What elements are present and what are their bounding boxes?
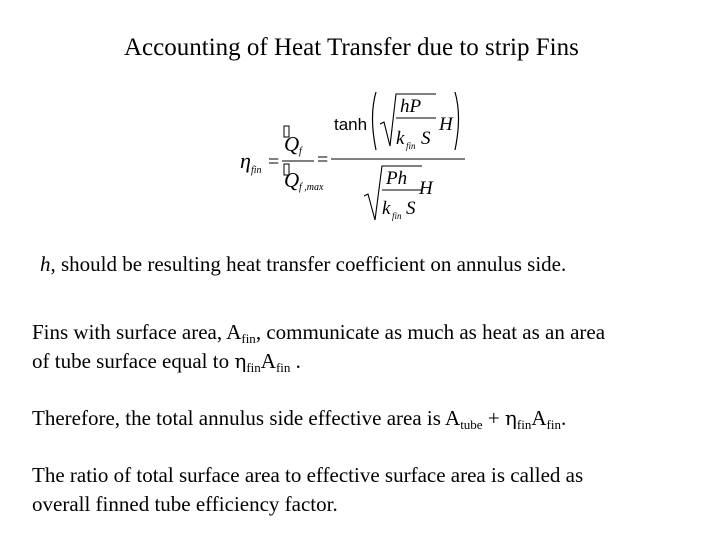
effective-area-end: . bbox=[560, 406, 567, 430]
formula-q-denominator: Q bbox=[284, 168, 300, 192]
eta-sub: fin bbox=[516, 417, 532, 432]
formula-equals-2: = bbox=[317, 149, 329, 171]
formula-k-den: k bbox=[382, 198, 391, 219]
formula-h-den: H bbox=[419, 178, 433, 199]
efficiency-factor-line-2: overall finned tube efficiency factor. bbox=[32, 492, 338, 516]
plus-sign: + bbox=[482, 406, 505, 430]
eta-sub: fin bbox=[246, 360, 261, 375]
formula-k-den-sub: fin bbox=[392, 211, 402, 221]
fin-area-sub: fin bbox=[241, 331, 256, 346]
fin-area-paragraph bbox=[32, 318, 605, 376]
fin-area-text-c: of tube surface equal to bbox=[32, 349, 235, 373]
a-sub: fin bbox=[275, 360, 291, 375]
heat-transfer-coefficient-note bbox=[40, 250, 566, 279]
formula-hp: hP bbox=[400, 96, 422, 117]
formula-h-num: H bbox=[439, 114, 453, 135]
efficiency-factor-line-1: The ratio of total surface area to effective surface area is called as bbox=[32, 463, 584, 487]
formula-s-num: S bbox=[421, 128, 431, 149]
efficiency-factor-paragraph bbox=[32, 461, 583, 519]
fin-area-line-2 bbox=[32, 347, 605, 376]
formula-tanh: tanh bbox=[334, 115, 368, 134]
formula-ph: Ph bbox=[386, 168, 408, 189]
formula-q-numerator-sub: f bbox=[299, 146, 302, 157]
tube-sub: tube bbox=[460, 417, 483, 432]
note-text: , should be resulting heat transfer coefficient on annulus side. bbox=[50, 252, 567, 276]
h-symbol: h bbox=[40, 252, 51, 276]
formula-k-num-sub: fin bbox=[406, 141, 416, 151]
effective-area-paragraph bbox=[32, 404, 566, 433]
fin-area-text-b: , communicate as much as heat as an area bbox=[255, 320, 606, 344]
fin-area-line-1 bbox=[32, 318, 605, 347]
fin-efficiency-formula bbox=[200, 86, 490, 226]
formula-s-den: S bbox=[406, 198, 416, 219]
fin-area-text-a: Fins with surface area, A bbox=[32, 320, 242, 344]
a-symbol: A bbox=[260, 349, 276, 373]
formula-k-num: k bbox=[396, 128, 405, 149]
eta-symbol: η bbox=[234, 349, 247, 373]
a-sub: fin bbox=[546, 417, 561, 432]
a-symbol: A bbox=[531, 406, 547, 430]
formula-eta: η bbox=[240, 148, 251, 173]
effective-area-text: Therefore, the total annulus side effective area is A bbox=[32, 406, 461, 430]
slide-title: Accounting of Heat Transfer due to strip Fins bbox=[124, 34, 579, 61]
eta-symbol: η bbox=[504, 406, 517, 430]
formula-eta-sub: fin bbox=[251, 165, 262, 176]
formula-q-numerator: Q bbox=[284, 132, 300, 156]
formula-graphic bbox=[200, 86, 490, 226]
formula-q-denominator-sub: f ,max bbox=[299, 182, 324, 193]
formula-equals-1: = bbox=[268, 151, 280, 173]
fin-area-end: . bbox=[290, 349, 301, 373]
